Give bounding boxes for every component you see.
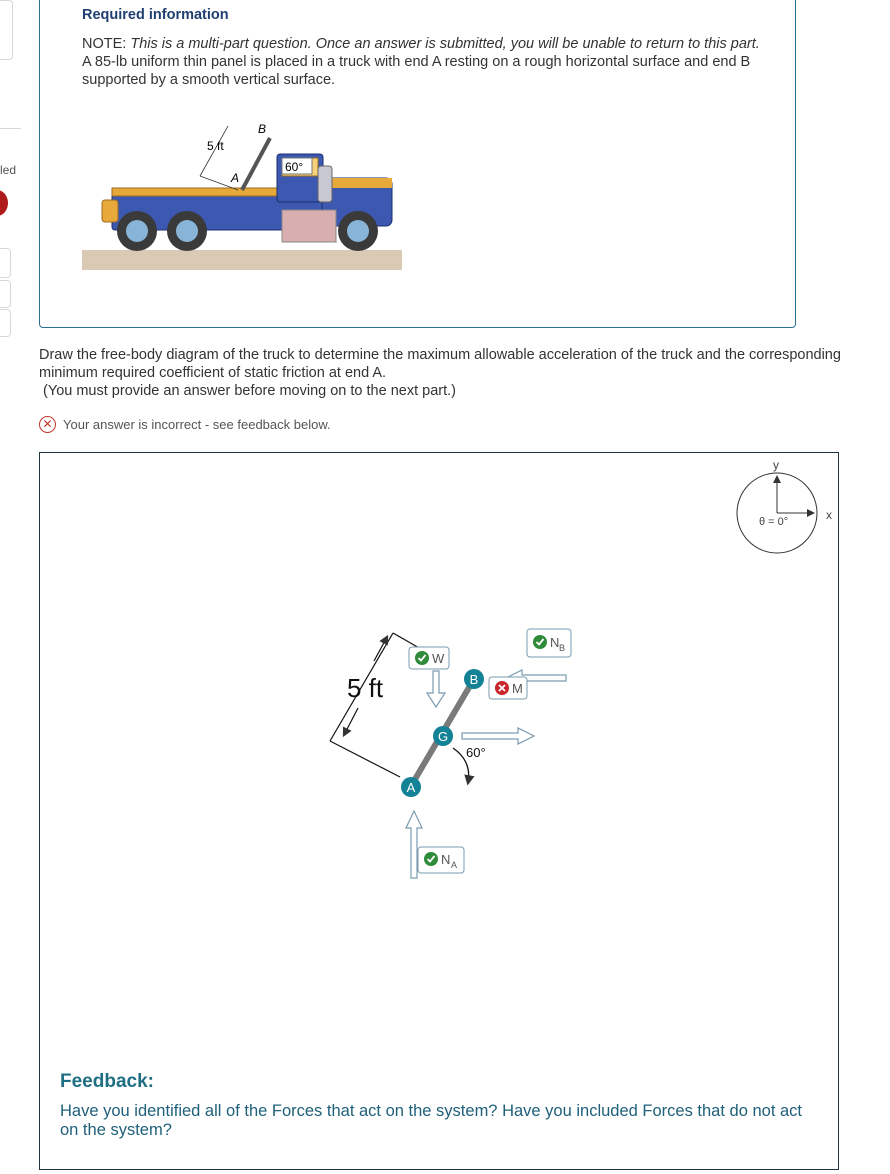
note-text: This is a multi-part question. Once an answer is submitted, you will be unable to return to this part. [130,36,760,52]
force-label-na-text: N [441,852,451,867]
force-arrow-w[interactable] [427,671,445,707]
node-g[interactable] [433,726,453,746]
figure-point-b: B [258,122,267,136]
fbd-drawing[interactable] [40,453,838,1051]
question-note [82,35,782,89]
required-info-title: Required information [82,7,229,23]
sidebar-status-dot [0,190,8,216]
fbd-length-label: 5 ft [347,673,384,703]
figure-length-label: 5 ft [207,139,224,153]
fbd-angle-label: 60° [466,745,486,760]
answer-status [39,416,331,433]
sidebar-fragment-low2[interactable] [0,280,11,308]
node-a[interactable] [401,777,421,797]
status-text: Your answer is incorrect - see feedback below. [63,417,331,432]
panel-line [242,138,270,190]
axis-x-label: x [826,508,832,522]
force-label-nb-text: N [550,635,560,650]
sidebar-fragment-low1[interactable] [0,248,11,278]
sidebar-fragment-top [0,0,13,60]
force-label-na[interactable] [418,847,464,873]
node-a-label: A [406,780,416,795]
feedback-panel [39,1051,839,1170]
figure-point-a: A [231,171,240,185]
force-label-w[interactable] [409,647,449,669]
sidebar-fragment-low3[interactable] [0,309,11,337]
feedback-text: Have you identified all of the Forces that act on the system? Have you included Forces that do not act on the system? [60,1102,802,1139]
prompt-line2: (You must provide an answer before moving on to the next part.) [43,383,456,399]
node-b-label: B [469,672,479,687]
incorrect-icon: ✕ [39,416,56,433]
axis-y-label: y [773,458,779,472]
axis-theta-label: θ = 0° [759,516,789,528]
force-label-m[interactable] [489,677,527,699]
force-label-m-text: M [512,681,523,696]
feedback-title: Feedback: [60,1071,154,1092]
question-prompt [39,346,859,400]
ground [82,250,402,270]
force-label-nb[interactable] [527,629,571,657]
node-b[interactable] [464,669,484,689]
question-body: A 85-lb uniform thin panel is placed in a truck with end A resting on a rough horizontal surface and end B supported by a smooth vertical surface. [82,54,751,88]
force-label-na-sub: A [451,860,458,870]
figure-angle-label: 60° [285,160,304,174]
node-g-label: G [437,729,449,744]
sidebar-fragment-mid [0,128,21,129]
sidebar-partial-label[interactable]: led [0,163,17,177]
force-label-w-text: W [432,651,445,666]
note-label: NOTE: [82,36,127,52]
fbd-canvas[interactable] [39,452,839,1052]
truck-figure [82,118,402,270]
prompt-line1: Draw the free-body diagram of the truck to determine the maximum allowable acceleration of the truck and the corresponding minimum required coefficient of static friction at end A. [39,347,841,381]
force-label-nb-sub: B [559,643,566,653]
force-arrow-g[interactable] [462,728,534,744]
